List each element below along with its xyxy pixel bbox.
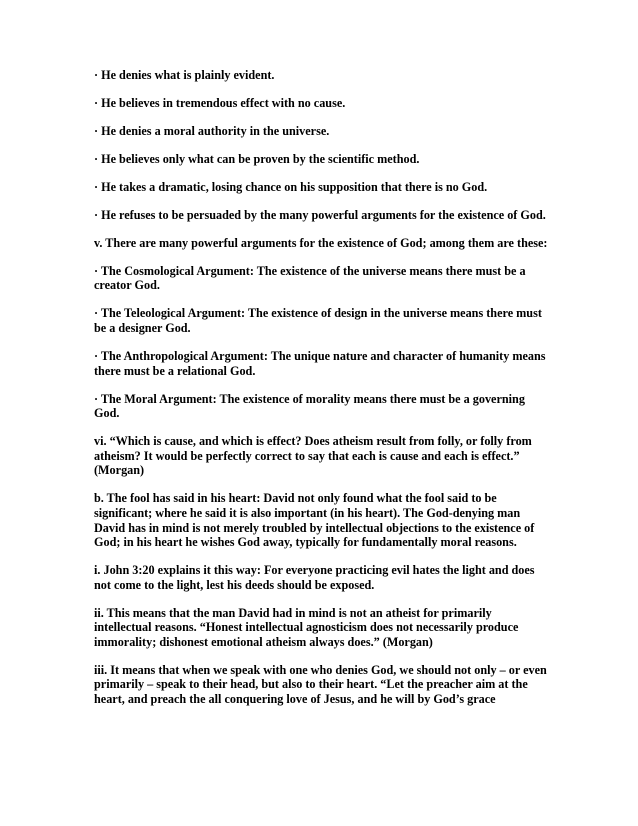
point-ii-atheist-reasons: ii. This means that the man David had in mind is not an atheist for primarily intellectual reasons. “Honest intellectual agnosticism does not necessarily produce immorality; dishonest emotional atheism always does.” (Morgan) [94,605,519,649]
bullet-anthropological: · The Anthropological Argument: The unique nature and character of humanity means there must be a relational God. [94,349,546,378]
point-vi-cause-effect: vi. “Which is cause, and which is effect? Does atheism result from folly, or folly from atheism? It would be perfectly correct to say that each is cause and each is effect.” (Morgan) [94,434,532,478]
bullet-scientific-method: · He believes only what can be proven by the scientific method. [94,151,420,166]
bullet-cosmological: · The Cosmological Argument: The existence of the universe means there must be a creator God. [94,263,526,293]
bullet-teleological: · The Teleological Argument: The existence of design in the universe means there must be a designer God. [94,306,542,336]
bullet-effect-no-cause: · He believes in tremendous effect with no cause. [94,95,346,110]
bullet-denies-moral-authority: · He denies a moral authority in the universe. [94,123,330,138]
point-i-john: i. John 3:20 explains it this way: For everyone practicing evil hates the light and does not come to the light, lest his deeds should be exposed. [94,563,535,592]
point-b-fool-heart: b. The fool has said in his heart: David not only found what the fool said to be significant; where he said it is also important (in his heart). The God-denying man David has in mind is not merely troubled by intellectual objections to the existence of God; in his heart he wishes God away, typically for fundamentally moral reasons. [94,491,535,550]
bullet-refuses-persuaded: · He refuses to be persuaded by the many powerful arguments for the existence of God. [94,207,546,222]
document-page [94,68,550,720]
bullet-losing-chance: · He takes a dramatic, losing chance on his supposition that there is no God. [94,179,488,194]
point-v-arguments: v. There are many powerful arguments for the existence of God; among them are these: [94,235,548,250]
bullet-moral: · The Moral Argument: The existence of morality means there must be a governing God. [94,391,525,421]
point-iii-speak-to-heart: iii. It means that when we speak with one who denies God, we should not only – or even primarily – speak to their head, but also to their heart. “Let the preacher aim at the heart, and preach the all conquering love of Jesus, and he will by God’s grace [94,662,547,707]
bullet-denies-evident: · He denies what is plainly evident. [94,68,275,82]
